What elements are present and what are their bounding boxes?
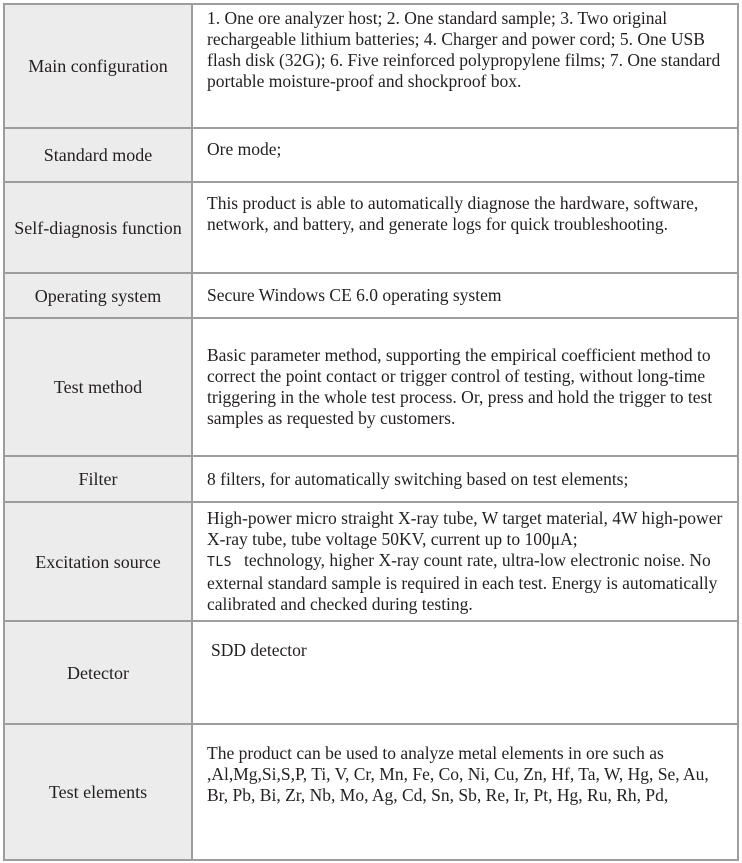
row-value: Basic parameter method, supporting the empirical coefficient method to correct the point contact or trigger control of testing, without long-time triggering in the whole test process. Or, press and hold the trigger to test samples as requested by customers.: [192, 318, 738, 456]
table-row: [4, 621, 738, 724]
row-value: 1. One ore analyzer host; 2. One standard sample; 3. Two original rechargeable lithium batteries; 4. Charger and power cord; 5. One USB flash disk (32G); 6. Five reinforced polypropylene films; 7. One standard portable moisture-proof and shockproof box.: [192, 4, 738, 128]
row-label: Self-diagnosis function: [4, 182, 192, 273]
row-value: SDD detector: [192, 621, 738, 724]
spec-table: [3, 3, 739, 861]
row-value: This product is able to automatically diagnose the hardware, software, network, and battery, and generate logs for quick troubleshooting.: [192, 182, 738, 273]
row-label: Main configuration: [4, 4, 192, 128]
table-row: [4, 724, 738, 860]
row-value: The product can be used to analyze metal elements in ore such as ,Al,Mg,Si,S,P, Ti, V, Cr, Mn, Fe, Co, Ni, Cu, Zn, Hf, Ta, W, Hg, Se, Au, Br, Pb, Bi, Zr, Nb, Mo, Ag, Cd, Sn, Sb, Re, Ir, Pt, Hg, Ru, Rh, Pd,: [192, 724, 738, 860]
table-row: [4, 128, 738, 182]
row-label: Standard mode: [4, 128, 192, 182]
row-label: Excitation source: [4, 502, 192, 621]
table-row: [4, 4, 738, 128]
table-row: [4, 318, 738, 456]
excitation-text-tail: technology, higher X-ray count rate, ultra-low electronic noise. No external standard sample is required in each test. Energy is automatically calibrated and checked during testing.: [207, 550, 718, 614]
row-value: 8 filters, for automatically switching based on test elements;: [192, 456, 738, 502]
table-row: [4, 456, 738, 502]
row-label: Test elements: [4, 724, 192, 860]
row-value: Ore mode;: [192, 128, 738, 182]
tls-mark: TLS: [207, 555, 232, 570]
excitation-text-lead: High-power micro straight X-ray tube, W target material, 4W high-power X-ray tube, tube voltage 50KV, current up to 100μA;: [207, 508, 723, 549]
row-value: [192, 502, 738, 621]
row-label: Test method: [4, 318, 192, 456]
table-row: [4, 182, 738, 273]
row-label: Filter: [4, 456, 192, 502]
table-row: [4, 502, 738, 621]
table-row: [4, 273, 738, 318]
row-value: Secure Windows CE 6.0 operating system: [192, 273, 738, 318]
row-label: Detector: [4, 621, 192, 724]
row-label: Operating system: [4, 273, 192, 318]
